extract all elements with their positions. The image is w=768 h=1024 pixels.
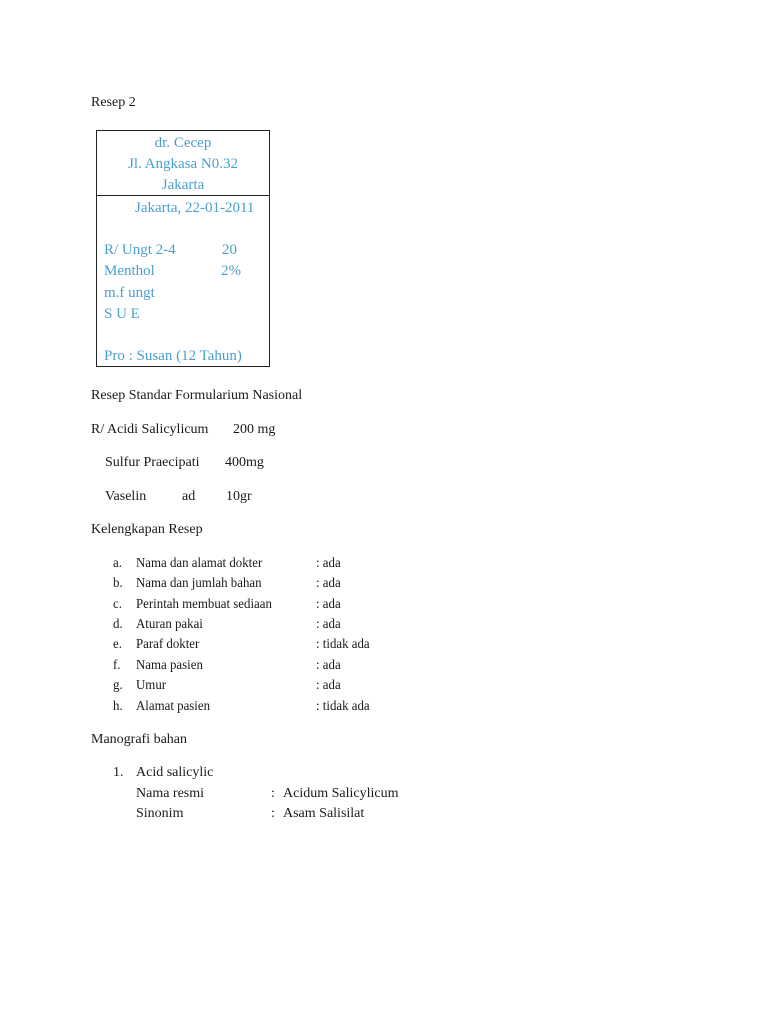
standard-row-3-ad: ad	[182, 489, 196, 504]
rx-line-2-item: Menthol	[104, 263, 155, 279]
prescription-box	[96, 130, 270, 367]
rx-line-2-qty: 2%	[221, 263, 241, 279]
list-item-letter: d.	[113, 617, 123, 632]
list-item-value: : ada	[316, 597, 341, 612]
list-item-value: : ada	[316, 678, 341, 693]
prescription-date: Jakarta, 22-01-2011	[135, 200, 255, 216]
standard-row-1-name: R/ Acidi Salicylicum	[91, 422, 209, 437]
list-item-letter: b.	[113, 576, 123, 591]
monografi-title: Acid salicylic	[136, 765, 214, 780]
list-item-value: : ada	[316, 556, 341, 571]
list-item-label: Nama dan jumlah bahan	[136, 576, 262, 591]
rx-line-4: S U E	[104, 306, 140, 322]
monografi-row-label: Sinonim	[136, 806, 184, 821]
standard-row-2-qty: 400mg	[225, 455, 264, 470]
list-item-value: : ada	[316, 617, 341, 632]
rx-line-3: m.f ungt	[104, 285, 155, 301]
rx-line-1-qty: 20	[222, 242, 237, 258]
monografi-row-sep: :	[271, 786, 275, 801]
kelengkapan-heading: Kelengkapan Resep	[91, 522, 203, 537]
monografi-number: 1.	[113, 765, 124, 780]
list-item-value: : ada	[316, 658, 341, 673]
list-item-value: : ada	[316, 576, 341, 591]
list-item-letter: e.	[113, 637, 122, 652]
monografi-row-value: Acidum Salicylicum	[283, 786, 399, 801]
monografi-row-label: Nama resmi	[136, 786, 205, 801]
rx-line-1-item: R/ Ungt 2-4	[104, 242, 176, 258]
list-item-letter: h.	[113, 699, 123, 714]
doctor-name: dr. Cecep	[154, 135, 212, 151]
doctor-city: Jakarta	[161, 177, 205, 193]
monografi-heading: Manografi bahan	[91, 732, 188, 747]
standard-row-3-name: Vaselin	[105, 489, 147, 504]
monografi-row-sep: :	[271, 806, 275, 821]
prescription-divider	[97, 195, 269, 196]
list-item-letter: a.	[113, 556, 122, 571]
rx-patient: Pro : Susan (12 Tahun)	[104, 348, 242, 364]
list-item-label: Nama pasien	[136, 658, 203, 673]
list-item-label: Nama dan alamat dokter	[136, 556, 263, 571]
list-item-label: Aturan pakai	[136, 617, 203, 632]
list-item-label: Alamat pasien	[136, 699, 211, 714]
list-item-letter: c.	[113, 597, 122, 612]
standard-row-2-name: Sulfur Praecipati	[105, 455, 200, 470]
list-item-label: Perintah membuat sediaan	[136, 597, 272, 612]
list-item-label: Umur	[136, 678, 167, 693]
doctor-address: Jl. Angkasa N0.32	[128, 156, 238, 172]
list-item-letter: f.	[113, 658, 121, 673]
standard-row-1-qty: 200 mg	[233, 422, 276, 437]
standard-heading: Resep Standar Formularium Nasional	[91, 388, 303, 403]
list-item-letter: g.	[113, 678, 123, 693]
list-item-value: : tidak ada	[316, 699, 370, 714]
standard-row-3-qty: 10gr	[226, 489, 252, 504]
monografi-row-value: Asam Salisilat	[283, 806, 365, 821]
list-item-label: Paraf dokter	[136, 637, 200, 652]
resep-label: Resep 2	[91, 95, 136, 110]
list-item-value: : tidak ada	[316, 637, 370, 652]
